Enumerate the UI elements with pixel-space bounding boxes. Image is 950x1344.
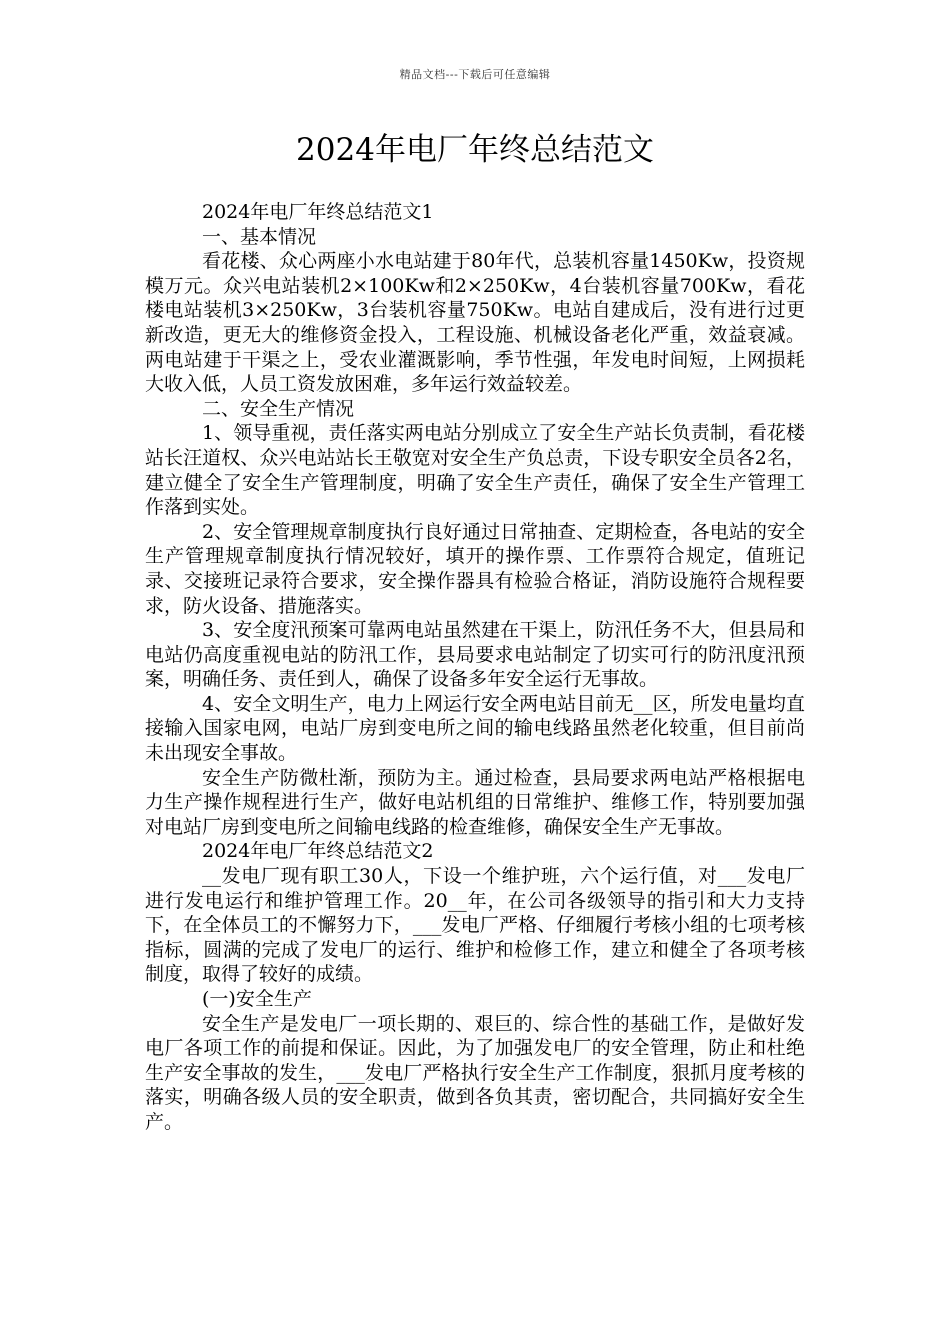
body-paragraph: 2、安全管理规章制度执行良好通过日常抽查、定期检查，各电站的安全生产管理规章制度执行情况较好，填开的操作票、工作票符合规定，值班记录、交接班记录符合要求，安全操作器具有检验合格证，消防设施符合规程要求，防火设备、措施落实。	[145, 520, 805, 617]
body-paragraph: __发电厂现有职工30人，下设一个维护班，六个运行值，对___发电厂进行发电运行和维护管理工作。20__年，在公司各级领导的指引和大力支持下，在全体员工的不懈努力下，___发电厂严格、仔细履行考核小组的七项考核指标，圆满的完成了发电厂的运行、维护和检修工作，建立和健全了各项考核制度，取得了较好的成绩。	[145, 865, 805, 986]
body-paragraph: 1、领导重视，责任落实两电站分别成立了安全生产站长负责制，看花楼站长汪道权、众兴电站站长王敬宽对安全生产负总责，下设专职安全员各2名，建立健全了安全生产管理制度，明确了安全生产责任，确保了安全生产管理工作落到实处。	[145, 422, 805, 519]
subsection-heading: 二、安全生产情况	[202, 397, 355, 420]
body-paragraph: 安全生产防微杜渐，预防为主。通过检查，县局要求两电站严格根据电力生产操作规程进行生产，做好电站机组的日常维护、维修工作，特别要加强对电站厂房到变电所之间输电线路的检查维修，确保安全生产无事故。	[145, 766, 805, 838]
document-body	[145, 200, 805, 1135]
section-heading: 2024年电厂年终总结范文2	[202, 840, 434, 863]
subsection-heading: 一、基本情况	[202, 225, 317, 248]
header-note: 精品文档---下载后可任意编辑	[399, 68, 551, 81]
body-paragraph: 4、安全文明生产，电力上网运行安全两电站目前无__区，所发电量均直接输入国家电网，电站厂房到变电所之间的输电线路虽然老化较重，但目前尚未出现安全事故。	[145, 692, 805, 765]
section-heading: 2024年电厂年终总结范文1	[202, 201, 434, 223]
body-paragraph: 安全生产是发电厂一项长期的、艰巨的、综合性的基础工作，是做好发电厂各项工作的前提和保证。因此，为了加强发电厂的安全管理，防止和杜绝生产安全事故的发生，___发电厂严格执行安全生产工作制度，狠抓月度考核的落实，明确各级人员的安全职责，做到各负其责，密切配合，共同搞好安全生产。	[145, 1012, 805, 1133]
body-paragraph: 看花楼、众心两座小水电站建于80年代，总装机容量1450Kw，投资规模万元。众兴电站装机2×100Kw和2×250Kw，4台装机容量700Kw，看花楼电站装机3×250Kw，3台装机容量750Kw。电站自建成后，没有进行过更新改造，更无大的维修资金投入，工程设施、机械设备老化严重，效益衰减。两电站建于干渠之上，受农业灌溉影响，季节性强，年发电时间短，上网损耗大收入低，人员工资发放困难，多年运行效益较差。	[145, 250, 805, 396]
subsection-heading: (一)安全生产	[202, 988, 312, 1010]
document-title: 2024年电厂年终总结范文	[296, 132, 654, 168]
body-paragraph: 3、安全度汛预案可靠两电站虽然建在干渠上，防汛任务不大，但县局和电站仍高度重视电站的防汛工作，县局要求电站制定了切实可行的防汛度汛预案，明确任务、责任到人，确保了设备多年安全运行无事故。	[145, 619, 805, 691]
